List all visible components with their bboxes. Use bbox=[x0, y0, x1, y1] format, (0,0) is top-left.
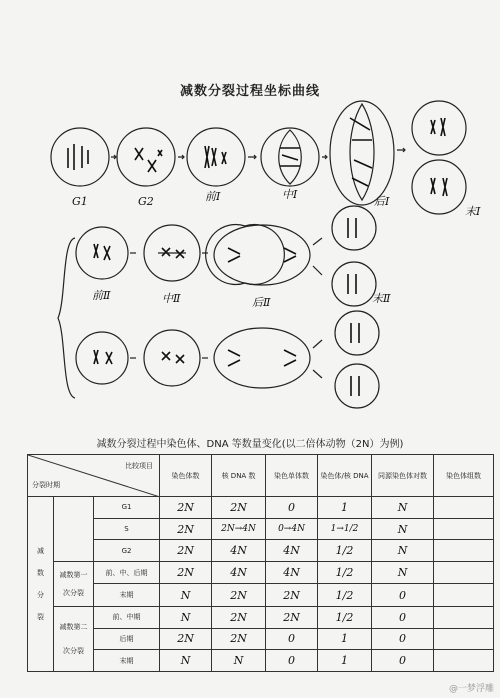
header-cell: 染色单体数 bbox=[266, 455, 318, 497]
table-row: G2 2N 4N 4N 1/2 N bbox=[28, 540, 494, 562]
stage-cell: 后期 bbox=[94, 628, 160, 650]
label-g2: G2 bbox=[138, 195, 154, 208]
header-cell: 染色体数 bbox=[160, 455, 212, 497]
label-telophase2: 末Ⅱ bbox=[372, 292, 391, 305]
stage-cell: S bbox=[94, 518, 160, 540]
label-prophase2: 前Ⅱ bbox=[92, 289, 111, 302]
header-cell: 核 DNA 数 bbox=[212, 455, 266, 497]
table-row: 减数第一 次分裂 前、中、后期 2N 4N 4N 1/2 N bbox=[28, 562, 494, 584]
table-row: 末期 N N 0 1 0 bbox=[28, 650, 494, 672]
page-title: 减数分裂过程坐标曲线 bbox=[179, 84, 320, 99]
corner-top-label: 比较项目 bbox=[125, 462, 154, 470]
label-prophase1: 前Ⅰ bbox=[205, 190, 221, 203]
table-row: 末期 N 2N 2N 1/2 0 bbox=[28, 584, 494, 606]
label-g1: G1 bbox=[72, 195, 88, 208]
cell-g2 bbox=[117, 128, 175, 186]
cell-telophase1-bottom bbox=[412, 160, 466, 214]
stage-cell: 前、中期 bbox=[94, 606, 160, 628]
label-metaphase2: 中Ⅱ bbox=[162, 292, 181, 305]
stage-cell: G1 bbox=[94, 497, 160, 519]
table-row: 减 数 分 裂 G1 2N 2N 0 1 N bbox=[28, 497, 494, 519]
table-row: S 2N 2N→4N 0→4N 1→1/2 N bbox=[28, 518, 494, 540]
watermark: @一梦浮雕 bbox=[448, 684, 494, 694]
label-metaphase1: 中Ⅰ bbox=[282, 188, 298, 201]
corner-cell bbox=[28, 455, 160, 497]
cell-prophase1 bbox=[187, 128, 245, 186]
label-anaphase2: 后Ⅱ bbox=[252, 296, 271, 309]
header-cell: 染色体组数 bbox=[434, 455, 494, 497]
cell-g1 bbox=[51, 128, 109, 186]
label-anaphase1: 后Ⅰ bbox=[374, 195, 390, 208]
corner-bottom-label: 分裂时期 bbox=[32, 481, 60, 489]
table-row: 后期 2N 2N 0 1 0 bbox=[28, 628, 494, 650]
stage-cell: G2 bbox=[94, 540, 160, 562]
data-table bbox=[27, 454, 494, 672]
interphase-blank bbox=[54, 497, 94, 562]
header-cell: 染色体/核 DNA bbox=[318, 455, 372, 497]
label-telophase1: 末Ⅰ bbox=[465, 205, 481, 218]
header-row bbox=[28, 455, 494, 497]
stage-cell: 前、中、后期 bbox=[94, 562, 160, 584]
table-title: 减数分裂过程中染色体、DNA 等数量变化(以二倍体动物（2N）为例) bbox=[96, 439, 404, 450]
cell-telophase1-top bbox=[412, 101, 466, 155]
header-cell: 同源染色体对数 bbox=[372, 455, 434, 497]
table-row: 减数第二 次分裂 前、中期 N 2N 2N 1/2 0 bbox=[28, 606, 494, 628]
group-label: 减数第二 次分裂 bbox=[54, 606, 94, 671]
stage-cell: 末期 bbox=[94, 650, 160, 672]
side-label: 减 数 分 裂 bbox=[28, 497, 54, 672]
group-label: 减数第一 次分裂 bbox=[54, 562, 94, 607]
stage-cell: 末期 bbox=[94, 584, 160, 606]
cell-anaphase1 bbox=[330, 101, 394, 205]
